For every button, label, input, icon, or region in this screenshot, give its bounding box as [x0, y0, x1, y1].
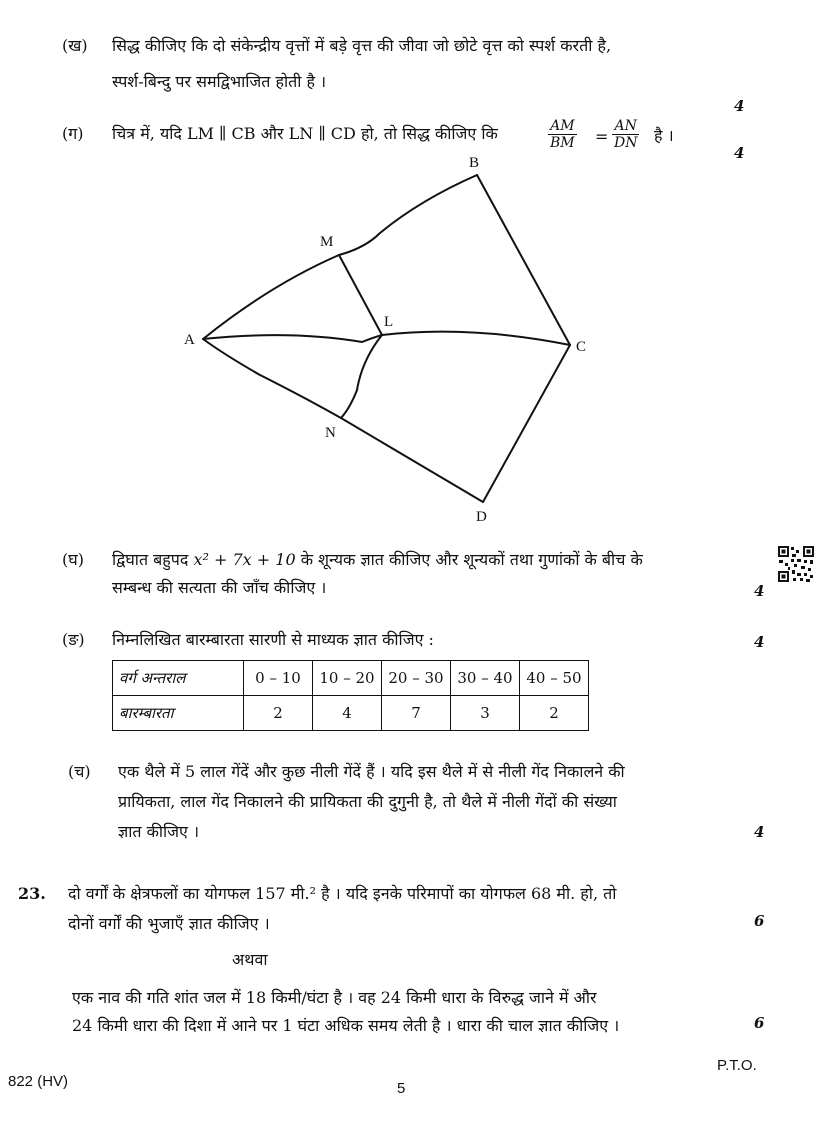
table-row: [113, 661, 589, 696]
q22b-line1: सिद्ध कीजिए कि दो संकेन्द्रीय वृत्तों में बड़े वृत्त की जीवा जो छोटे वृत्त को स्पर्श करती है,: [112, 36, 612, 55]
table-cell: 7: [382, 696, 451, 731]
point-label-m: M: [320, 234, 334, 250]
fraction-an-dn-denominator: DN: [614, 135, 638, 151]
q23-alt-line1: एक नाव की गति शांत जल में 18 किमी/घंटा है । वह 24 किमी धारा के विरुद्ध जाने में और: [72, 988, 597, 1007]
qr-code-icon: [777, 545, 815, 583]
side-bc: [477, 175, 570, 345]
q22d-line1-end: के शून्यक ज्ञात कीजिए और शून्यकों तथा गुणांकों के बीच के: [300, 550, 643, 569]
q22c-text: चित्र में, यदि LM ∥ CB और LN ∥ CD हो, तो सिद्ध कीजिए कि: [112, 124, 498, 143]
curve-mb: [339, 175, 477, 255]
q23-marks: 6: [754, 912, 765, 930]
q22b-marks: 4: [734, 97, 745, 115]
q22c-label: (ग): [62, 124, 84, 143]
pto-label: P.T.O.: [717, 1057, 757, 1074]
q23-alt-line2: 24 किमी धारा की दिशा में आने पर 1 घंटा अधिक समय लेती है । धारा की चाल ज्ञात कीजिए ।: [72, 1016, 620, 1035]
q22c-text-end: है ।: [654, 126, 674, 145]
q22d-line1-start: द्विघात बहुपद: [112, 550, 189, 569]
q22b-line2: स्पर्श-बिन्दु पर समद्विभाजित होती है ।: [112, 72, 327, 91]
segment-ml: [339, 255, 382, 335]
frequency-header: बारम्बारता: [113, 696, 244, 731]
q22d-line2: सम्बन्ध की सत्यता की जाँच कीजिए ।: [112, 578, 327, 597]
table-cell: 4: [313, 696, 382, 731]
curve-al: [203, 335, 382, 342]
table-cell: 3: [451, 696, 520, 731]
q22e-text: निम्नलिखित बारम्बारता सारणी से माध्यक ज्ञात कीजिए :: [112, 630, 434, 649]
curve-ln: [341, 335, 382, 418]
q22c-marks: 4: [734, 144, 745, 162]
point-label-a: A: [184, 332, 195, 348]
table-cell: 40 – 50: [520, 661, 589, 696]
class-interval-header: वर्ग अन्तराल: [113, 661, 244, 696]
point-label-l: L: [384, 314, 394, 330]
curve-lc: [382, 332, 570, 345]
q22d-line1: [112, 550, 643, 570]
table-cell: 0 – 10: [244, 661, 313, 696]
q22f-marks: 4: [754, 823, 765, 841]
paper-code: 822 (HV): [8, 1073, 69, 1090]
table-cell: 2: [244, 696, 313, 731]
frequency-table: [112, 660, 589, 731]
point-label-c: C: [576, 339, 587, 355]
fraction-am-bm-numerator: AM: [548, 118, 577, 135]
table-cell: 30 – 40: [451, 661, 520, 696]
side-dn: [341, 418, 483, 502]
q23-line2: दोनों वर्गों की भुजाएँ ज्ञात कीजिए ।: [68, 914, 270, 933]
table-cell: 10 – 20: [313, 661, 382, 696]
curve-na: [203, 339, 341, 418]
table-cell: 20 – 30: [382, 661, 451, 696]
table-cell: 2: [520, 696, 589, 731]
point-label-d: D: [476, 509, 487, 525]
side-cd: [483, 345, 570, 502]
polynomial: x² + 7x + 10: [193, 550, 296, 569]
q23-number: 23.: [18, 884, 46, 903]
equals-sign: =: [595, 127, 609, 146]
q22f-line2: प्रायिकता, लाल गेंद निकालने की प्रायिकता की दुगुनी है, तो थैले में नीली गेंदों की संख्या: [118, 792, 617, 811]
q22f-line1: एक थैले में 5 लाल गेंदें और कुछ नीली गेंदें हैं । यदि इस थैले में से नीली गेंद निकालने की: [118, 762, 625, 781]
q22f-line3: ज्ञात कीजिए ।: [118, 822, 200, 841]
fraction-am-bm-denominator: BM: [550, 135, 575, 151]
page-number: 5: [397, 1080, 406, 1097]
point-label-n: N: [325, 425, 336, 441]
q22e-marks: 4: [754, 633, 765, 651]
q23-line1: दो वर्गों के क्षेत्रफलों का योगफल 157 मी.² है । यदि इनके परिमापों का योगफल 68 मी. हो, तो: [68, 884, 617, 903]
q23-alt-marks: 6: [754, 1014, 765, 1032]
q22f-label: (च): [68, 762, 91, 781]
q22e-label: (ङ): [62, 630, 85, 649]
fraction-an-dn-numerator: AN: [612, 118, 639, 135]
q22d-label: (घ): [62, 550, 84, 569]
geometry-figure: [0, 0, 827, 540]
table-row: [113, 696, 589, 731]
q22d-marks: 4: [754, 582, 765, 600]
curve-am: [203, 255, 339, 339]
q22b-label: (ख): [62, 36, 88, 55]
point-label-b: B: [469, 155, 480, 171]
or-heading: अथवा: [232, 950, 268, 969]
